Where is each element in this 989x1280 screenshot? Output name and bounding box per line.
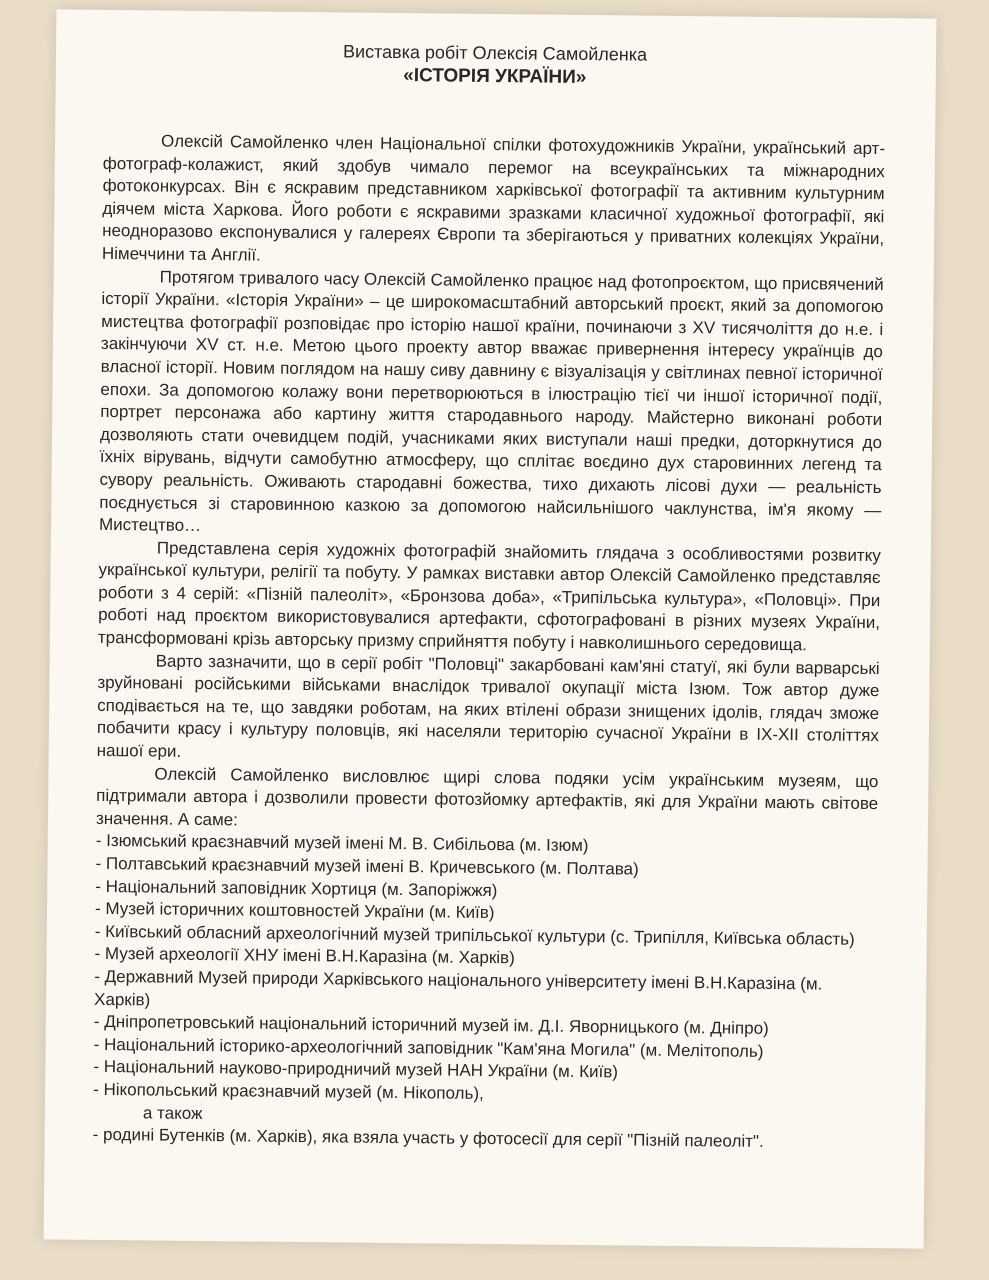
museum-list-item: - Дніпропетровський національний історичний музей ім. Д.І. Яворницького (м. Дніпро) bbox=[93, 1012, 769, 1039]
museum-list-item: - Музей археології ХНУ імені В.Н.Каразіна (м. Харків) bbox=[94, 944, 515, 968]
exhibition-subtitle: Виставка робіт Олексія Самойленка bbox=[342, 41, 648, 65]
paragraph-project: Протягом тривалого часу Олексій Самойленко працює над фотопроєктом, що присвячений історії України. «Історія України» – це широкомасштабний авторський проєкт, який за допомогою мистецтва фотографії розповідає про історію нашої країни, починаючи з XV тисячоліття до н.е. і закінчуючи XV ст. н.е. Метою цього проекту автор вважає привернення інтересу українців до власної історії. Новим поглядом на нашу сиву давнину є візуалізація у світлинах певної історичної епохи. За допомогою колажу вони перетворюються в ілюстрацію тієї чи іншої історичної події, портрет персонажа або картину життя стародавнього народу. Майстерно виконані роботи дозволяють стати очевидцем подій, учасниками яких виступали наші предки, доторкнутися до їхніх вірувань, відчути самобутню атмосферу, що сплітає воєдино дух старовинних легенд та сувору реальність. Оживають стародавні божества, тихо дихають лісові духи — реальність поєднується зі старовинною казкою за допомогою найсильнішого чаклунства, ім'я якому — Мистецтво… bbox=[98, 267, 884, 536]
museum-list-item: - Київський обласний археологічний музей трипільської культури (с. Трипілля, Київська область) bbox=[94, 921, 855, 949]
museum-list-item: - Нікопольський краєзнавчий музей (м. Нікополь), bbox=[93, 1079, 484, 1103]
poster-content bbox=[93, 38, 887, 1155]
paragraph-polovtsi: Варто зазначити, що в серії робіт "Половці" закарбовані кам'яні статуї, які були варварські зруйновані російськими військами внаслідок тривалої окупації міста Ізюм. Тож автор дуже сподівається на те, що завдяки роботам, на яких втілені образи знищених ідолів, глядач зможе побачити красу і культуру половців, які населяли територію сучасної України в IX-XII століттях нашої ери. bbox=[96, 651, 880, 761]
museum-list-item: - Державний Музей природи Харківського національного університету імені В.Н.Каразіна (м. Харків) bbox=[94, 966, 823, 1010]
also-label: а також bbox=[142, 1102, 203, 1123]
paragraph-thanks: Олексій Самойленко висловлює щирі слова подяки усім українським музеям, що підтримали автора і дозволили провести фотозйомку артефактів, які для України мають світове значення. А саме: bbox=[95, 764, 879, 830]
museum-list-item: - Національний історико-археологічний заповідник "Кам'яна Могила" (м. Мелітополь) bbox=[93, 1034, 764, 1061]
exhibition-poster-sheet bbox=[44, 9, 937, 1248]
exhibition-title: «ІСТОРІЯ УКРАЇНИ» bbox=[403, 65, 587, 88]
museum-list-item: - Національний заповідник Хортиця (м. Запоріжжя) bbox=[95, 876, 498, 900]
museum-list-item: - Національний науково-природничий музей НАН України (м. Київ) bbox=[93, 1057, 619, 1082]
paragraph-intro: Олексій Самойленко член Національної спілки фотохудожників України, український арт-фотограф-колажист, який здобув чимало перемог на всеукраїнських та міжнародних фотоконкурсах. Він є яскравим представником харківської фотографії та активним культурним діячем міста Харкова. Його роботи є яскравими зразками класичної художньої фотографії, які неодноразово експонувалися у галереях Європи та зберігаються у приватних колекціях України, Німеччини та Англії. bbox=[101, 131, 886, 265]
paragraph-series: Представлена серія художніх фотографій знайомить глядача з особливостями розвитку української культури, релігії та побуту. У рамках виставки автор Олексій Самойленко представляє роботи з 4 серій: «Пізній палеоліт», «Бронзова доба», «Трипільська культура», «Половці». При роботі над проєктом використовувалися артефакти, сфотографовані в різних музеях України, трансформовані крізь авторську призму сприйняття побуту і навколишнього середовища. bbox=[97, 538, 881, 655]
museum-list-item: - Ізюмський краєзнавчий музей імені М. В. Сибільова (м. Ізюм) bbox=[95, 831, 589, 856]
museum-list-item: - Полтавський краєзнавчий музей імені В. Кричевського (м. Полтава) bbox=[95, 853, 639, 879]
museum-list bbox=[93, 830, 878, 1109]
museum-list-item: - Музей історичних коштовностей України (м. Київ) bbox=[94, 899, 495, 923]
family-thanks: - родині Бутенків (м. Харків), яка взяла участь у фотосесії для серії "Пізній палеоліт". bbox=[92, 1124, 764, 1152]
